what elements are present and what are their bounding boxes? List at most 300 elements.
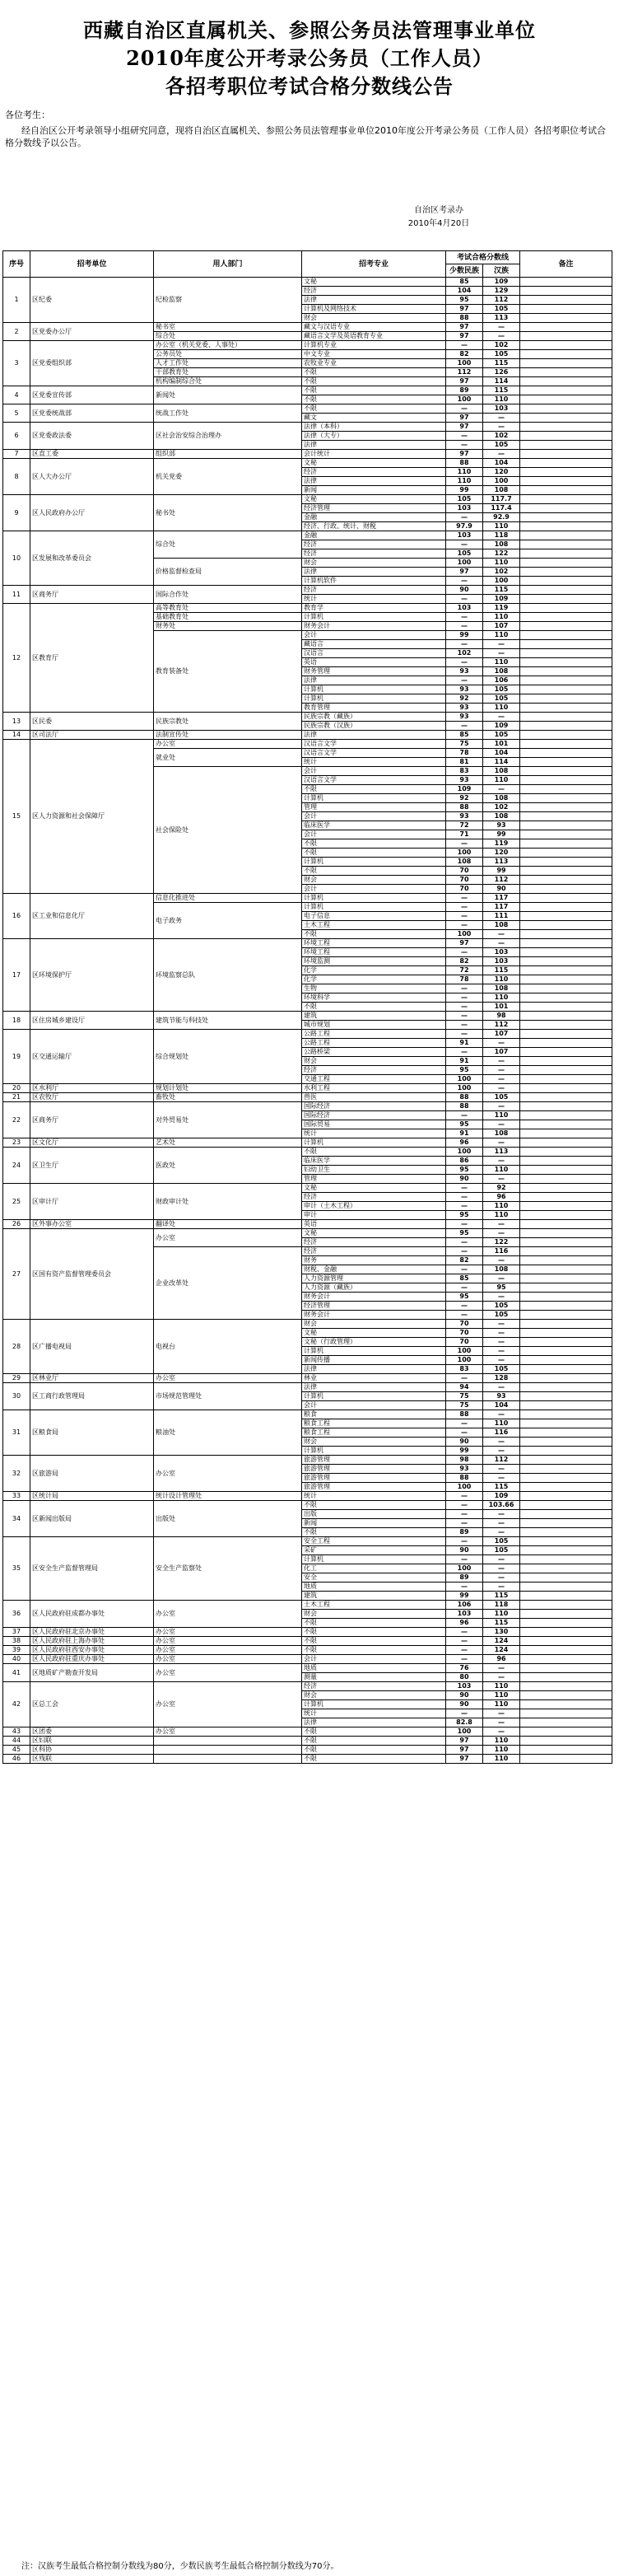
cell-remark [520, 1419, 612, 1428]
cell-remark [520, 903, 612, 912]
cell-major: 不限 [302, 1501, 446, 1510]
cell-score-han: 93 [483, 821, 520, 830]
cell-score-minority: 112 [446, 368, 483, 377]
cell-unit: 区地质矿产勘查开发局 [30, 1664, 154, 1682]
cell-remark [520, 1302, 612, 1311]
cell-dept: 秘书室 [154, 323, 302, 332]
cell-score-han: 110 [483, 1691, 520, 1700]
cell-score-han: 110 [483, 658, 520, 667]
cell-score-han: 102 [483, 432, 520, 441]
cell-major: 教育学 [302, 604, 446, 613]
cell-remark [520, 368, 612, 377]
signature-block [385, 204, 492, 231]
cell-remark [520, 1338, 612, 1347]
cell-unit: 区卫生厅 [30, 1148, 154, 1184]
cell-major: 经济 [302, 1238, 446, 1247]
cell-score-han: 112 [483, 1456, 520, 1465]
cell-dept: 办公室（机关党委、人事处） [154, 341, 302, 350]
cell-major: 粮食 [302, 1410, 446, 1419]
cell-score-han: 101 [483, 740, 520, 749]
cell-score-han: 96 [483, 1193, 520, 1202]
cell-score-minority: 106 [446, 1601, 483, 1610]
cell-remark [520, 948, 612, 957]
cell-score-han: 99 [483, 867, 520, 876]
cell-remark [520, 1646, 612, 1655]
cell-remark [520, 1329, 612, 1338]
table-row [3, 1746, 612, 1755]
cell-score-han: 110 [483, 1682, 520, 1691]
cell-score-minority: — [446, 1283, 483, 1293]
cell-major: 财会 [302, 559, 446, 568]
cell-seq: 20 [3, 1084, 30, 1093]
cell-score-minority: — [446, 441, 483, 450]
cell-major: 教育管理 [302, 704, 446, 713]
cell-dept [154, 1737, 302, 1746]
cell-score-han: — [483, 1084, 520, 1093]
cell-major: 经济 [302, 287, 446, 296]
cell-unit: 区党委统战部 [30, 404, 154, 423]
header-dept: 用人部门 [154, 251, 302, 278]
cell-score-han: — [483, 1519, 520, 1528]
cell-major: 人力资源管理 [302, 1274, 446, 1283]
cell-dept: 安全生产监察处 [154, 1537, 302, 1601]
cell-remark [520, 1483, 612, 1492]
cell-remark [520, 559, 612, 568]
cell-unit: 区林业厅 [30, 1374, 154, 1383]
cell-score-minority: 100 [446, 1075, 483, 1084]
cell-dept: 翻译处 [154, 1220, 302, 1229]
cell-major: 化学 [302, 975, 446, 984]
cell-score-han: 110 [483, 1737, 520, 1746]
cell-seq: 3 [3, 341, 30, 386]
cell-score-minority: — [446, 1030, 483, 1039]
cell-major: 不限 [302, 395, 446, 404]
cell-score-minority: — [446, 577, 483, 586]
cell-dept: 办公室 [154, 1601, 302, 1628]
cell-score-han: 112 [483, 1021, 520, 1030]
cell-score-han: 117.4 [483, 504, 520, 513]
cell-remark [520, 1374, 612, 1383]
cell-unit: 区直工委 [30, 450, 154, 459]
cell-major: 计算机 [302, 694, 446, 704]
cell-score-minority: 85 [446, 1274, 483, 1283]
cell-major: 不限 [302, 1727, 446, 1737]
cell-remark [520, 939, 612, 948]
cell-remark [520, 685, 612, 694]
cell-major: 审计 [302, 1211, 446, 1220]
cell-remark [520, 314, 612, 323]
cell-major: 计算机 [302, 1700, 446, 1709]
cell-dept: 办公室 [154, 1456, 302, 1492]
cell-score-minority: — [446, 540, 483, 549]
cell-remark [520, 386, 612, 395]
cell-score-minority: 97 [446, 305, 483, 314]
cell-remark [520, 1727, 612, 1737]
cell-remark [520, 1175, 612, 1184]
cell-remark [520, 486, 612, 495]
cell-score-minority: 110 [446, 468, 483, 477]
cell-seq: 39 [3, 1646, 30, 1655]
cell-score-minority: 100 [446, 359, 483, 368]
cell-unit: 区农牧厅 [30, 1093, 154, 1102]
cell-remark [520, 377, 612, 386]
cell-major: 临床医学 [302, 821, 446, 830]
cell-unit: 区人民政府驻成都办事处 [30, 1601, 154, 1628]
cell-remark [520, 1021, 612, 1030]
cell-score-han: 110 [483, 1610, 520, 1619]
cell-score-minority: 90 [446, 1438, 483, 1447]
cell-score-minority: — [446, 658, 483, 667]
cell-unit: 区旅游局 [30, 1456, 154, 1492]
cell-score-minority: 97 [446, 332, 483, 341]
cell-unit: 区外事办公室 [30, 1220, 154, 1229]
cell-major: 建筑 [302, 1012, 446, 1021]
cell-score-minority: — [446, 513, 483, 522]
cell-major: 文秘 [302, 1184, 446, 1193]
cell-major: 计算机 [302, 613, 446, 622]
cell-major: 不限 [302, 1003, 446, 1012]
table-row [3, 450, 612, 459]
cell-score-minority: — [446, 1501, 483, 1510]
cell-unit: 区人大办公厅 [30, 459, 154, 495]
cell-seq: 40 [3, 1655, 30, 1664]
cell-unit: 区商务厅 [30, 586, 154, 604]
cell-score-minority: 75 [446, 1401, 483, 1410]
cell-score-han: 101 [483, 1003, 520, 1012]
cell-unit: 区纪委 [30, 278, 154, 323]
cell-remark [520, 704, 612, 713]
cell-score-han: 117 [483, 903, 520, 912]
cell-score-minority: 72 [446, 821, 483, 830]
cell-major: 藏语言 [302, 640, 446, 649]
cell-remark [520, 1700, 612, 1709]
cell-score-minority: — [446, 1302, 483, 1311]
table-row [3, 1220, 612, 1229]
cell-score-minority: 97 [446, 939, 483, 948]
cell-unit: 区审计厅 [30, 1184, 154, 1220]
intro-body: 经自治区公开考录领导小组研究同意，现将自治区直属机关、参照公务员法管理事业单位2010年度公开考录公务员（工作人员）各招考职位考试合格分数线予以公告。 [5, 125, 606, 148]
cell-score-minority: 90 [446, 1691, 483, 1700]
cell-remark [520, 1546, 612, 1555]
cell-seq: 36 [3, 1601, 30, 1628]
cell-major: 汉语言文学 [302, 740, 446, 749]
cell-score-minority: — [446, 1655, 483, 1664]
cell-remark [520, 1737, 612, 1746]
cell-score-minority: 95 [446, 1066, 483, 1075]
cell-dept: 机关党委 [154, 459, 302, 495]
cell-remark [520, 1166, 612, 1175]
cell-major: 计算机 [302, 1138, 446, 1148]
cell-score-minority: — [446, 984, 483, 993]
cell-remark [520, 776, 612, 785]
cell-major: 统计 [302, 758, 446, 767]
cell-score-han: 115 [483, 586, 520, 595]
cell-remark [520, 1202, 612, 1211]
cell-major: 环境工程 [302, 939, 446, 948]
cell-seq: 14 [3, 731, 30, 740]
cell-remark [520, 849, 612, 858]
cell-major: 金融 [302, 513, 446, 522]
cell-dept: 办公室 [154, 1628, 302, 1637]
cell-remark [520, 1709, 612, 1718]
cell-unit: 区交通运输厅 [30, 1030, 154, 1084]
cell-dept: 教育装备处 [154, 631, 302, 713]
cell-seq: 16 [3, 894, 30, 939]
cell-major: 出版 [302, 1510, 446, 1519]
cell-score-minority: 100 [446, 1727, 483, 1737]
cell-score-han: 100 [483, 477, 520, 486]
cell-major: 英语 [302, 1220, 446, 1229]
cell-dept: 畜牧处 [154, 1093, 302, 1102]
cell-seq: 25 [3, 1184, 30, 1220]
cell-score-minority: 102 [446, 649, 483, 658]
cell-score-han: — [483, 1564, 520, 1573]
cell-score-minority: 88 [446, 803, 483, 812]
cell-score-han: — [483, 1447, 520, 1456]
cell-seq: 18 [3, 1012, 30, 1030]
cell-dept: 法制宣传处 [154, 731, 302, 740]
cell-unit: 区党委宣传部 [30, 386, 154, 404]
cell-remark [520, 1129, 612, 1138]
cell-score-minority: 100 [446, 849, 483, 858]
cell-score-han: — [483, 1727, 520, 1737]
cell-remark [520, 1465, 612, 1474]
cell-score-han: 117 [483, 894, 520, 903]
cell-score-minority: — [446, 1003, 483, 1012]
table-row [3, 1102, 612, 1111]
cell-seq: 21 [3, 1093, 30, 1102]
cell-seq: 28 [3, 1320, 30, 1374]
cell-unit: 区党委办公厅 [30, 323, 154, 341]
cell-major: 计算机 [302, 1392, 446, 1401]
table-row [3, 1012, 612, 1021]
cell-score-minority: — [446, 1510, 483, 1519]
cell-remark [520, 459, 612, 468]
cell-score-han: 105 [483, 305, 520, 314]
cell-score-minority: 93 [446, 713, 483, 722]
cell-score-minority: 99 [446, 486, 483, 495]
cell-major: 财会 [302, 1610, 446, 1619]
cell-score-minority: 90 [446, 586, 483, 595]
cell-score-han: 116 [483, 1428, 520, 1438]
cell-score-han: — [483, 323, 520, 332]
cell-score-minority: 97 [446, 1755, 483, 1764]
cell-unit: 区人力资源和社会保障厅 [30, 740, 154, 894]
cell-dept: 国际合作处 [154, 586, 302, 604]
cell-score-han: 102 [483, 568, 520, 577]
cell-major: 不限 [302, 1646, 446, 1655]
cell-remark [520, 278, 612, 287]
cell-score-minority: 100 [446, 1148, 483, 1157]
cell-score-minority: 100 [446, 1084, 483, 1093]
cell-score-han: 109 [483, 1492, 520, 1501]
cell-major: 公路工程 [302, 1030, 446, 1039]
cell-major: 交通工程 [302, 1075, 446, 1084]
cell-score-han: 108 [483, 486, 520, 495]
cell-major: 统计 [302, 595, 446, 604]
cell-major: 环境科学 [302, 993, 446, 1003]
cell-score-minority: 70 [446, 1329, 483, 1338]
cell-remark [520, 803, 612, 812]
cell-major: 不限 [302, 867, 446, 876]
cell-seq: 37 [3, 1628, 30, 1637]
cell-unit: 区科协 [30, 1746, 154, 1755]
cell-dept: 电视台 [154, 1320, 302, 1374]
cell-remark [520, 1356, 612, 1365]
cell-score-minority: 70 [446, 876, 483, 885]
cell-remark [520, 1283, 612, 1293]
cell-remark [520, 1075, 612, 1084]
cell-remark [520, 468, 612, 477]
cell-score-minority: 93 [446, 1465, 483, 1474]
cell-remark [520, 332, 612, 341]
cell-remark [520, 894, 612, 903]
table-row [3, 604, 612, 613]
cell-score-han: 124 [483, 1637, 520, 1646]
cell-remark [520, 1501, 612, 1510]
cell-score-minority: 100 [446, 1483, 483, 1492]
table-row [3, 386, 612, 395]
cell-remark [520, 432, 612, 441]
cell-score-han: — [483, 332, 520, 341]
cell-score-han: 108 [483, 540, 520, 549]
cell-major: 不限 [302, 930, 446, 939]
table-row [3, 323, 612, 332]
cell-score-minority: 91 [446, 1039, 483, 1048]
cell-score-minority: 80 [446, 1673, 483, 1682]
cell-dept: 办公室 [154, 1655, 302, 1664]
table-row [3, 459, 612, 468]
cell-score-han: — [483, 713, 520, 722]
cell-score-minority: 81 [446, 758, 483, 767]
cell-remark [520, 1184, 612, 1193]
cell-score-minority: 91 [446, 1057, 483, 1066]
cell-remark [520, 568, 612, 577]
cell-score-minority: 88 [446, 1102, 483, 1111]
table-row [3, 731, 612, 740]
cell-major: 测量 [302, 1673, 446, 1682]
cell-remark [520, 305, 612, 314]
cell-score-minority: — [446, 341, 483, 350]
table-row [3, 1501, 612, 1510]
cell-major: 建筑 [302, 1592, 446, 1601]
cell-score-minority: — [446, 1202, 483, 1211]
cell-score-han: 99 [483, 830, 520, 839]
cell-dept: 就业处 [154, 749, 302, 767]
cell-score-han: 105 [483, 1302, 520, 1311]
cell-score-han: 107 [483, 622, 520, 631]
cell-score-minority: 88 [446, 1410, 483, 1419]
cell-major: 兽医 [302, 1093, 446, 1102]
table-row [3, 404, 612, 414]
footnote: 注：汉族考生最低合格控制分数线为80分，少数民族考生最低合格控制分数线为70分。 [21, 2562, 339, 2571]
cell-score-minority: — [446, 640, 483, 649]
table-row [3, 1646, 612, 1655]
cell-dept: 干部教育处 [154, 368, 302, 377]
cell-seq: 19 [3, 1030, 30, 1084]
cell-score-han: 119 [483, 839, 520, 849]
cell-seq: 17 [3, 939, 30, 1012]
cell-remark [520, 1293, 612, 1302]
cell-seq: 8 [3, 459, 30, 495]
cell-score-minority: 105 [446, 495, 483, 504]
cell-remark [520, 450, 612, 459]
cell-score-minority: 97 [446, 450, 483, 459]
header-score-group: 考试合格分数线 [446, 251, 520, 264]
cell-major: 农牧业专业 [302, 359, 446, 368]
cell-seq: 27 [3, 1229, 30, 1320]
cell-major: 不限 [302, 1628, 446, 1637]
cell-major: 英语 [302, 658, 446, 667]
header-score-han: 汉族 [483, 264, 520, 278]
cell-score-minority: 88 [446, 1474, 483, 1483]
cell-score-han: 110 [483, 1419, 520, 1428]
cell-score-han: 120 [483, 849, 520, 858]
cell-unit: 区发展和改革委员会 [30, 531, 154, 586]
cell-seq: 5 [3, 404, 30, 423]
cell-major: 法律 [302, 676, 446, 685]
cell-seq: 38 [3, 1637, 30, 1646]
cell-remark [520, 495, 612, 504]
cell-score-minority: 88 [446, 314, 483, 323]
cell-score-han: 120 [483, 468, 520, 477]
cell-remark [520, 1003, 612, 1012]
score-table [2, 250, 612, 1764]
cell-seq: 45 [3, 1746, 30, 1755]
cell-dept: 办公室 [154, 1229, 302, 1247]
table-row [3, 1682, 612, 1691]
cell-remark [520, 885, 612, 894]
cell-major: 水利工程 [302, 1084, 446, 1093]
cell-remark [520, 1093, 612, 1102]
cell-major: 中文专业 [302, 350, 446, 359]
table-row [3, 713, 612, 722]
cell-remark [520, 1456, 612, 1465]
cell-dept: 高等教育处 [154, 604, 302, 613]
cell-score-minority: 91 [446, 1129, 483, 1138]
cell-remark [520, 740, 612, 749]
cell-unit: 区国有资产监督管理委员会 [30, 1229, 154, 1320]
cell-score-han: 105 [483, 1365, 520, 1374]
cell-major: 采矿 [302, 1546, 446, 1555]
cell-dept: 统战工作处 [154, 404, 302, 423]
cell-remark [520, 812, 612, 821]
cell-score-minority: 88 [446, 459, 483, 468]
cell-major: 安全工程 [302, 1537, 446, 1546]
cell-remark [520, 1311, 612, 1320]
cell-score-minority: 70 [446, 1338, 483, 1347]
cell-score-minority: — [446, 1111, 483, 1120]
cell-score-minority: — [446, 903, 483, 912]
cell-seq: 13 [3, 713, 30, 731]
cell-remark [520, 1583, 612, 1592]
cell-remark [520, 1148, 612, 1157]
cell-remark [520, 993, 612, 1003]
cell-dept: 区社会治安综合治理办 [154, 423, 302, 450]
cell-score-minority: 97 [446, 1746, 483, 1755]
table-row [3, 1537, 612, 1546]
cell-dept: 纪检监察 [154, 278, 302, 323]
cell-score-han: 110 [483, 613, 520, 622]
cell-remark [520, 296, 612, 305]
cell-score-han: — [483, 1220, 520, 1229]
cell-score-minority: 95 [446, 1120, 483, 1129]
cell-major: 不限 [302, 839, 446, 849]
cell-remark [520, 1655, 612, 1664]
cell-remark [520, 323, 612, 332]
cell-score-han: 129 [483, 287, 520, 296]
cell-seq: 11 [3, 586, 30, 604]
